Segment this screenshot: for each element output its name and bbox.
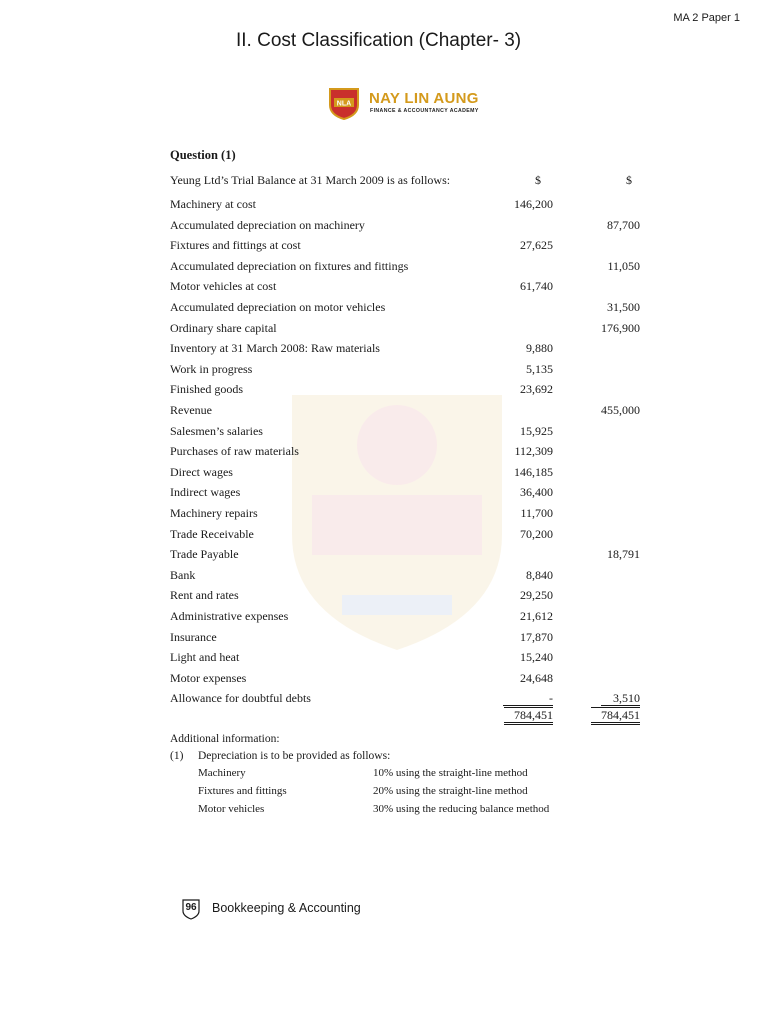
debit-amount: 146,200 bbox=[514, 197, 553, 211]
debit-amount: 23,692 bbox=[520, 382, 553, 397]
debit-amount: 146,185 bbox=[514, 464, 553, 479]
credit-column-header: $ bbox=[626, 173, 632, 187]
table-row bbox=[170, 421, 650, 441]
account-name: Motor expenses bbox=[170, 670, 247, 685]
depreciation-rate: 10% using the straight-line method bbox=[373, 767, 528, 779]
debit-amount: 29,250 bbox=[520, 588, 553, 603]
debit-amount: 36,400 bbox=[520, 485, 553, 500]
chapter-title: II. Cost Classification (Chapter- 3) bbox=[236, 30, 522, 51]
account-name: Trade Receivable bbox=[170, 526, 254, 541]
credit-total: 784,451 bbox=[591, 707, 640, 725]
table-row bbox=[170, 462, 650, 482]
asset-name: Motor vehicles bbox=[198, 803, 265, 815]
credit-amount: 87,700 bbox=[607, 217, 640, 232]
account-name: Accumulated depreciation on motor vehicles bbox=[170, 300, 386, 314]
account-name: Accumulated depreciation on machinery bbox=[170, 217, 365, 232]
debit-amount: 5,135 bbox=[526, 361, 553, 376]
account-name: Allowance for doubtful debts bbox=[170, 691, 311, 706]
table-row bbox=[170, 276, 650, 296]
debit-amount: 27,625 bbox=[520, 238, 553, 253]
debit-amount: 11,700 bbox=[520, 506, 553, 520]
debit-amount: 61,740 bbox=[520, 279, 553, 294]
table-row bbox=[170, 668, 650, 688]
logo-name: NAY LIN AUNG bbox=[369, 90, 479, 107]
question-title: Question (1) bbox=[170, 148, 236, 162]
trial-balance-totals bbox=[170, 705, 650, 725]
table-row bbox=[170, 297, 650, 317]
credit-amount: 176,900 bbox=[601, 320, 640, 335]
table-row bbox=[170, 627, 650, 647]
debit-amount: 24,648 bbox=[520, 670, 553, 685]
list-item bbox=[198, 767, 578, 784]
table-row bbox=[170, 379, 650, 399]
debit-amount: 9,880 bbox=[526, 341, 553, 356]
depreciation-rate: 20% using the straight-line method bbox=[373, 785, 528, 797]
account-name: Administrative expenses bbox=[170, 609, 289, 623]
debit-total: 784,451 bbox=[504, 707, 553, 725]
item-text: Depreciation is to be provided as follows: bbox=[198, 750, 391, 762]
table-row bbox=[170, 338, 650, 358]
account-name: Direct wages bbox=[170, 464, 233, 479]
table-row bbox=[170, 585, 650, 605]
table-row bbox=[170, 565, 650, 585]
paper-reference: MA 2 Paper 1 bbox=[673, 12, 740, 24]
account-name: Fixtures and fittings at cost bbox=[170, 238, 301, 253]
debit-amount: 112,309 bbox=[514, 444, 553, 459]
table-row bbox=[170, 256, 650, 276]
credit-amount: 31,500 bbox=[607, 300, 640, 314]
table-row bbox=[170, 400, 650, 420]
account-name: Bank bbox=[170, 567, 196, 582]
table-row bbox=[170, 235, 650, 255]
credit-amount: 18,791 bbox=[607, 547, 640, 562]
credit-amount: 3,510 bbox=[601, 688, 640, 708]
table-row bbox=[170, 524, 650, 544]
item-number: (1) bbox=[170, 750, 184, 762]
shield-icon bbox=[327, 86, 361, 120]
table-row bbox=[170, 194, 650, 214]
debit-amount: 8,840 bbox=[526, 567, 553, 582]
academy-logo bbox=[327, 86, 487, 122]
table-row bbox=[170, 318, 650, 338]
list-item bbox=[198, 785, 578, 802]
account-name: Purchases of raw materials bbox=[170, 444, 299, 459]
logo-badge-text: NLA bbox=[336, 100, 352, 108]
table-row bbox=[170, 606, 650, 626]
additional-info-heading: Additional information: bbox=[170, 733, 280, 745]
debit-amount: - bbox=[503, 688, 553, 708]
account-name: Light and heat bbox=[170, 650, 240, 665]
asset-name: Machinery bbox=[198, 767, 246, 779]
debit-amount: 15,925 bbox=[520, 423, 553, 438]
table-row bbox=[170, 359, 650, 379]
depreciation-rate: 30% using the reducing balance method bbox=[373, 803, 550, 815]
table-row bbox=[170, 215, 650, 235]
list-item bbox=[198, 803, 578, 820]
debit-column-header: $ bbox=[535, 173, 541, 187]
credit-amount: 11,050 bbox=[607, 258, 640, 273]
account-name: Salesmen’s salaries bbox=[170, 423, 263, 438]
logo-subtitle: FINANCE & ACCOUNTANCY ACADEMY bbox=[370, 108, 479, 114]
page-number: 96 bbox=[185, 902, 197, 913]
book-title: Bookkeeping & Accounting bbox=[212, 901, 361, 915]
account-name: Machinery at cost bbox=[170, 197, 256, 211]
account-name: Revenue bbox=[170, 403, 212, 417]
debit-amount: 70,200 bbox=[520, 526, 553, 541]
account-name: Insurance bbox=[170, 629, 217, 644]
table-row bbox=[170, 482, 650, 502]
account-name: Ordinary share capital bbox=[170, 320, 277, 335]
debit-amount: 15,240 bbox=[520, 650, 553, 665]
credit-amount: 455,000 bbox=[601, 403, 640, 417]
table-row bbox=[170, 503, 650, 523]
table-row bbox=[170, 544, 650, 564]
debit-amount: 21,612 bbox=[520, 609, 553, 623]
account-name: Work in progress bbox=[170, 361, 253, 376]
account-name: Trade Payable bbox=[170, 547, 239, 562]
account-name: Indirect wages bbox=[170, 485, 241, 500]
account-name: Inventory at 31 March 2008: Raw materials bbox=[170, 341, 380, 356]
table-row bbox=[170, 647, 650, 667]
asset-name: Fixtures and fittings bbox=[198, 785, 287, 797]
table-row bbox=[170, 441, 650, 461]
account-name: Motor vehicles at cost bbox=[170, 279, 277, 294]
account-name: Finished goods bbox=[170, 382, 244, 397]
account-name: Rent and rates bbox=[170, 588, 239, 603]
account-name: Accumulated depreciation on fixtures and fittings bbox=[170, 258, 409, 273]
debit-amount: 17,870 bbox=[520, 629, 553, 644]
trial-balance-intro: Yeung Ltd’s Trial Balance at 31 March 2009 is as follows: bbox=[170, 173, 451, 187]
trial-balance-header bbox=[170, 170, 650, 190]
account-name: Machinery repairs bbox=[170, 506, 258, 520]
